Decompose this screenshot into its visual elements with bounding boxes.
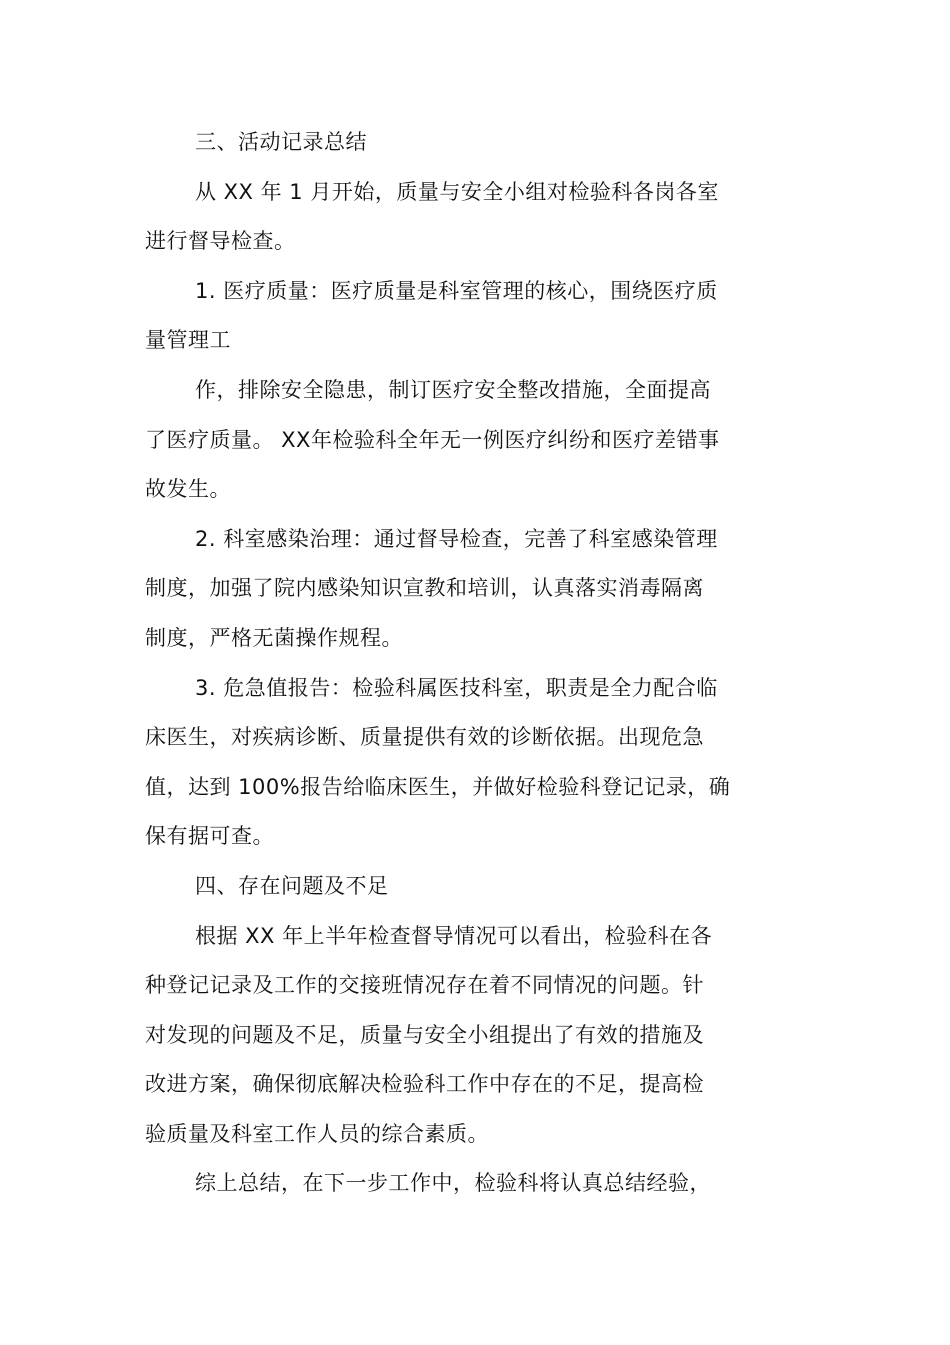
paragraph-line: 保有据可查。 (145, 824, 274, 849)
paragraph-line: 故发生。 (145, 477, 231, 502)
paragraph-line-critical-value: 3. 危急值报告：检验科属医技科室，职责是全力配合临 (195, 675, 718, 700)
paragraph-line: 进行督导检查。 (145, 229, 296, 254)
section-heading-problems: 四、存在问题及不足 (195, 873, 389, 898)
paragraph-line: 床医生，对疾病诊断、质量提供有效的诊断依据。出现危急 (145, 725, 704, 750)
paragraph-line: 制度，加强了院内感染知识宣教和培训，认真落实消毒隔离 (145, 576, 704, 601)
paragraph-line: 制度，严格无菌操作规程。 (145, 625, 403, 650)
paragraph-line: 量管理工 (145, 328, 231, 353)
paragraph-line: 作，排除安全隐患，制订医疗安全整改措施，全面提高 (195, 377, 711, 402)
section-heading-activity-summary: 三、活动记录总结 (195, 130, 367, 154)
paragraph-line-conclusion: 综上总结，在下一步工作中，检验科将认真总结经验， (195, 1171, 711, 1196)
paragraph-line-medical-quality: 1. 医疗质量：医疗质量是科室管理的核心，围绕医疗质 (195, 278, 718, 303)
paragraph-line: 从 XX 年 1 月开始，质量与安全小组对检验科各岗各室 (195, 179, 719, 204)
paragraph-line-infection-control: 2. 科室感染治理：通过督导检查，完善了科室感染管理 (195, 526, 718, 551)
paragraph-line: 验质量及科室工作人员的综合素质。 (145, 1121, 489, 1146)
paragraph-line: 了医疗质量。 XX年检验科全年无一例医疗纠纷和医疗差错事 (145, 427, 720, 452)
paragraph-line: 值，达到 100%报告给临床医生，并做好检验科登记记录，确 (145, 774, 731, 799)
body-text (145, 118, 765, 1209)
paragraph-line: 根据 XX 年上半年检查督导情况可以看出，检验科在各 (195, 923, 713, 948)
paragraph-line: 种登记记录及工作的交接班情况存在着不同情况的问题。针 (145, 973, 704, 998)
paragraph-line: 对发现的问题及不足，质量与安全小组提出了有效的措施及 (145, 1022, 704, 1047)
paragraph-line: 改进方案，确保彻底解决检验科工作中存在的不足，提高检 (145, 1072, 704, 1097)
